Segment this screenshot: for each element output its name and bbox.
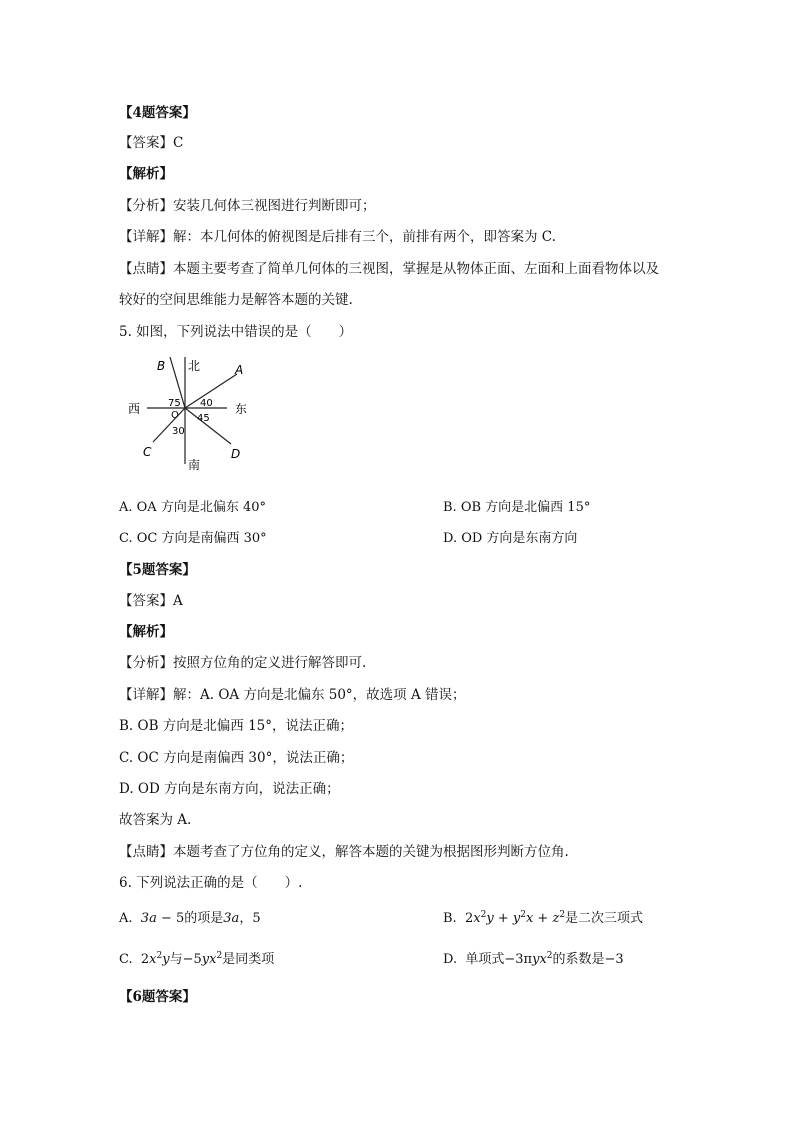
q5-option-b: B. OB 方向是北偏西 15° <box>443 500 591 515</box>
q5-line-d: D. OD 方向是东南方向，说法正确； <box>119 781 340 797</box>
q6-option-b-label: B. <box>443 911 457 926</box>
label-b: B <box>157 359 166 373</box>
q5-answer: 【答案】A <box>119 593 183 609</box>
math-expr: 3a <box>223 911 240 926</box>
q5-fenxi: 【分析】按照方位角的定义进行解答即可. <box>119 655 367 671</box>
math-expr: x <box>149 952 157 967</box>
q6-stem: 6. 下列说法正确的是（ ）. <box>119 875 303 891</box>
q4-analysis-label: 【解析】 <box>119 166 173 182</box>
q5-option-d: D. OD 方向是东南方向 <box>443 531 578 546</box>
label-c: C <box>143 445 152 459</box>
q6-option-b-text: 是二次三项式 <box>565 911 644 926</box>
q4-header: 【4题答案】 <box>119 105 196 121</box>
q5-line-c: C. OC 方向是南偏西 30°，说法正确； <box>119 750 354 766</box>
q6-option-c-text2: 是同类项 <box>222 952 275 967</box>
q6-option-a-text1: 的项是 <box>184 911 224 926</box>
angle-30: 30 <box>172 426 185 437</box>
label-d: D <box>231 447 241 461</box>
label-o: O <box>171 410 179 421</box>
q6-option-a-sep: ，5 <box>239 911 261 926</box>
q6-option-d-text1: 单项式 <box>465 952 505 967</box>
q5-analysis-label: 【解析】 <box>119 624 173 640</box>
q6-header: 【6题答案】 <box>119 989 196 1005</box>
q4-xiangjie: 【详解】解：本几何体的俯视图是后排有三个，前排有两个，即答案为 C. <box>119 229 556 245</box>
angle-45: 45 <box>197 413 210 424</box>
label-a: A <box>235 363 244 377</box>
q5-dianjing: 【点睛】本题考查了方位角的定义，解答本题的关键为根据图形判断方位角. <box>119 844 569 860</box>
q6-option-d-text2: 的系数是 <box>552 952 605 967</box>
q6-option-b: B. $2x^2y + y^2x + z^2$是二次三项式 <box>443 910 644 926</box>
q6-option-a: A. 3a − 5的项是3a，5 <box>119 911 261 926</box>
label-west: 西 <box>128 402 141 416</box>
q4-dianjing-2: 较好的空间思维能力是解答本题的关键. <box>119 292 353 308</box>
math-expr: yx <box>532 952 547 967</box>
label-east: 东 <box>235 402 248 416</box>
q6-option-d: D. 单项式−3πyx$^2$的系数是−3 <box>443 951 624 967</box>
q4-answer: 【答案】C <box>119 135 184 151</box>
direction-figure <box>125 352 265 472</box>
q5-option-c: C. OC 方向是南偏西 30° <box>119 531 267 546</box>
q5-option-a: A. OA 方向是北偏东 40° <box>119 500 267 515</box>
angle-40: 40 <box>200 398 213 409</box>
q4-fenxi: 【分析】安装几何体三视图进行判断即可； <box>119 198 376 214</box>
label-north: 北 <box>188 359 201 373</box>
q5-line-b: B. OB 方向是北偏西 15°，说法正确； <box>119 718 354 734</box>
q5-xiangjie: 【详解】解：A. OA 方向是北偏东 50°，故选项 A 错误； <box>119 687 466 703</box>
math-expr: 3a <box>140 911 157 926</box>
q5-stem: 5. 如图，下列说法中错误的是（ ） <box>119 324 353 340</box>
q5-conclusion: 故答案为 A. <box>119 812 192 828</box>
q4-dianjing-1: 【点睛】本题主要考查了简单几何体的三视图，掌握是从物体正面、左面和上面看物体以及 <box>119 261 659 277</box>
q5-header: 【5题答案】 <box>119 562 196 578</box>
q6-option-d-label: D. <box>443 952 458 967</box>
q6-option-c-label: C. <box>119 952 133 967</box>
q6-option-c-text1: 与 <box>169 952 183 967</box>
angle-75: 75 <box>168 398 181 409</box>
label-south: 南 <box>188 458 201 472</box>
q6-option-a-label: A. <box>119 911 133 926</box>
q6-option-c: C. $2x^2y$与$-5yx^2$是同类项 <box>119 951 275 967</box>
math-expr: x <box>473 911 481 926</box>
